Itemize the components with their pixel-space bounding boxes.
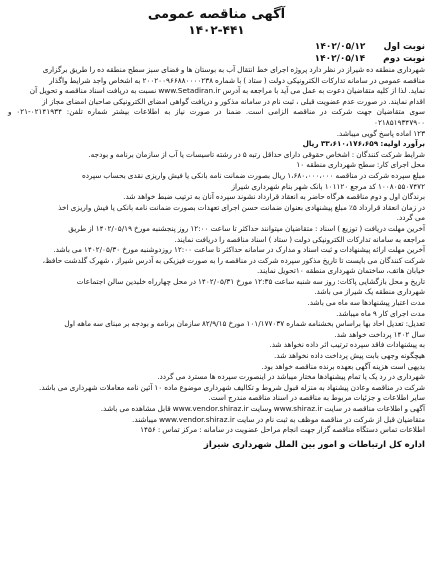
first-publication bbox=[8, 41, 425, 53]
notice-line: سایر اطلاعات و جزئیات مربوط به مناقصه در اسناد مناقصه مندرج است. bbox=[208, 393, 425, 403]
notice-line: هیچگونه وجهی بابت پیش پرداخت داده نخواهد شد. bbox=[274, 351, 425, 361]
notice-line: مناقصه عمومی در سامانه تدارکات الکترونیکی دولت ( ستاد ) با شماره ۲۰۰۲۰۰۹۶۶۸۸۰۰۰۰۲۳۸ به اشخاص واجد شرایط واگذار bbox=[49, 75, 425, 85]
notice-line: ۱۰۰۸۰۵۵۰۷۴۷۲ کد مرجع ۱۰۱۱۲۰ بانک شهر بنام شهرداری شیراز bbox=[231, 181, 425, 191]
notice-line: به پیشنهادات فاقد سپرده ترتیب اثر داده نخواهد شد. bbox=[269, 340, 425, 350]
notice-line: سال ۱۴۰۲ پرداخت خواهد شد. bbox=[334, 329, 425, 339]
notice-line: شهرداری منطقه یک شیراز می باشد. bbox=[314, 287, 425, 297]
notice-line: سوی متقاضیان جهت شرکت در مناقصه الزامی است. ضمنا در صورت نیاز به اطلاعات بیشتر شماره تلفن: ۰۲۱۴۱۹۳۴-۰۲۱ و ۰۲۱۸۵۱۹۳۴۷۹۰۰ bbox=[8, 107, 425, 127]
notice-line: اطلاعات تماس دستگاه مناقصه گزار جهت انجام مراحل عضویت در سامانه : مرکز تماس : ۱۴۵۶ bbox=[140, 425, 425, 435]
notice-line: شرکت در مناقصه وعادن پیشنهاد به منزله قبول شروط و تکالیف شهرداری موضوع ماده ۱۰ آئین نامه معاملات شهرداری می باشد. bbox=[39, 382, 425, 392]
second-publication bbox=[8, 53, 425, 65]
notice-line: نماید. لذا از کلیه متقاضیان دعوت به عمل می آید با مراجعه به آدرس www.Setadiran.ir نسبت به دریافت اسناد مناقصه و تحویل آن bbox=[29, 86, 425, 96]
notice-line: مدت اعتبار پیشنهادها سه ماه می باشد. bbox=[307, 298, 425, 308]
second-publication-label: نوبت دوم bbox=[383, 54, 425, 64]
notice-line: شرایط شرکت کنندگان : اشخاص حقوقی دارای حداقل رتبه ۵ در رشته تاسیسات یا آب از سازمان برنامه و بودجه. bbox=[88, 149, 425, 159]
notice-number: ۱۴۰۲-۴۴۱ bbox=[188, 23, 245, 37]
notice-line: آگهی و اطلاعات مناقصه در سایت www.shiraz.ir وسایت www.vendor.shiraz.ir قابل مشاهده می باشد. bbox=[100, 404, 425, 413]
notice-line: ۱۲۳ اماده پاسخ گویی میباشد. bbox=[336, 128, 425, 138]
notice-line: مبلغ سپرده شرکت در مناقصه ۱،۶۸۰،۰۰۰،۰۰۰ ریال بصورت ضمانت نامه بانکی یا فیش واریزی نقدی بحساب سپرده bbox=[81, 170, 425, 180]
notice-line: شهرداری در رد یک یا تمام پیشنهادها مختار میباشد در اینصورت سپرده ها مسترد می گردد. bbox=[157, 372, 425, 382]
notice-line: شرکت کنندگان می بایست تا تاریخ مذکور سپرده شرکت در مناقصه را به صورت فیزیکی به آدرس شیراز ، شهرک گلدشت حافظ، bbox=[42, 255, 425, 265]
notice-line: شهرداری منطقه ده شیراز در نظر دارد پروژه اجرای خط انتقال آب به بوستان ها و فضای سبز سطح منطقه ده را طریق برگزاری bbox=[42, 65, 425, 74]
notice-line: در زمان انعقاد قرارداد ۵٪ مبلغ پیشنهادی بعنوان ضمانت حسن اجرای تعهدات بصورت ضمانت نامه بانکی یا فیش واریزی اخذ bbox=[58, 202, 425, 212]
notice-line: تعدیل: تعدیل احاد بها براساس بخشنامه شماره ۱۰۱/۱۷۷۰۳۷ مورخ ۸۲/۹/۱۵ سازمان برنامه و بودجه بر مبنای سه ماهه اول bbox=[64, 319, 425, 329]
notice-line: برآورد اولیه: ۳۳،۶۱۰،۱۷۶،۶۵۹ ریال bbox=[302, 139, 425, 149]
first-publication-label: نوبت اول bbox=[383, 42, 425, 52]
notice-line: متقاضیان قبل از شرکت در مناقصه موظف به ثبت نام در سایت www.vendor.shiraz.ir میباشند. bbox=[132, 414, 425, 424]
notice-line: برندگان اول و دوم مناقصه هرگاه حاضر به انعقاد قرارداد نشوند سپرده آنان به ترتیب ضبط خواهد شد. bbox=[123, 192, 425, 202]
notice-line: مدت اجرای کار ۹ ماه میباشد. bbox=[336, 308, 425, 318]
notice-line: می گردد. bbox=[396, 213, 425, 223]
publication-dates bbox=[8, 41, 425, 65]
notice-line: آخرین مهلت ارائه پیشنهادات و ثبت اسناد و مدارک در سامانه حداکثر تا ساعت ۱۲:۰۰ روزدوشنبه مورخ ۱۴۰۲/۰۵/۳۰ می باشد. bbox=[53, 245, 425, 255]
notice-line: تاریخ و محل بازگشایی پاکات: روز سه شنبه ساعت ۱۲:۳۵ مورخ ۱۴۰۲/۰۵/۳۱ در محل چهارراه خلبدین سالن اجتماعات bbox=[76, 276, 425, 286]
notice-line: خیابان هاتف، ساختمان شهرداری منطقه ۱۰تحویل نمایند. bbox=[256, 266, 425, 276]
notice-line: مراجعه به سامانه تدارکات الکترونیکی دولت ( ستاد ) اسناد مناقصه را دریافت نمایند. bbox=[174, 234, 425, 244]
second-publication-date: ۱۴۰۲/۰۵/۱۴ bbox=[314, 54, 366, 64]
notice-line: بدیهی است هزینه آگهی بعهده برنده مناقصه خواهد بود. bbox=[261, 361, 425, 371]
notice-body bbox=[8, 65, 425, 436]
notice-title: آگهی مناقصه عمومی bbox=[147, 7, 286, 22]
issuer-signature: اداره کل ارتباطات و امور بین الملل شهرداری شیراز bbox=[203, 439, 425, 450]
notice-line: اقدام نمایند. در صورت عدم عضویت قبلی ، ثبت نام در سامانه مذکور و دریافت گواهی امضای الکترونیکی صاحبان امضای مجاز از bbox=[42, 96, 425, 106]
notice-line: محل اجرای کار: سطح شهرداری منطقه ۱۰ bbox=[296, 160, 425, 170]
first-publication-date: ۱۴۰۲/۰۵/۱۲ bbox=[314, 42, 366, 52]
notice-line: آخرین مهلت دریافت ( توزیع ) اسناد : متقاضیان میتوانند حداکثر تا ساعت ۱۲:۰۰ روز پنجشنبه مورخ ۱۴۰۲/۰۵/۱۹ از طریق bbox=[68, 223, 425, 233]
